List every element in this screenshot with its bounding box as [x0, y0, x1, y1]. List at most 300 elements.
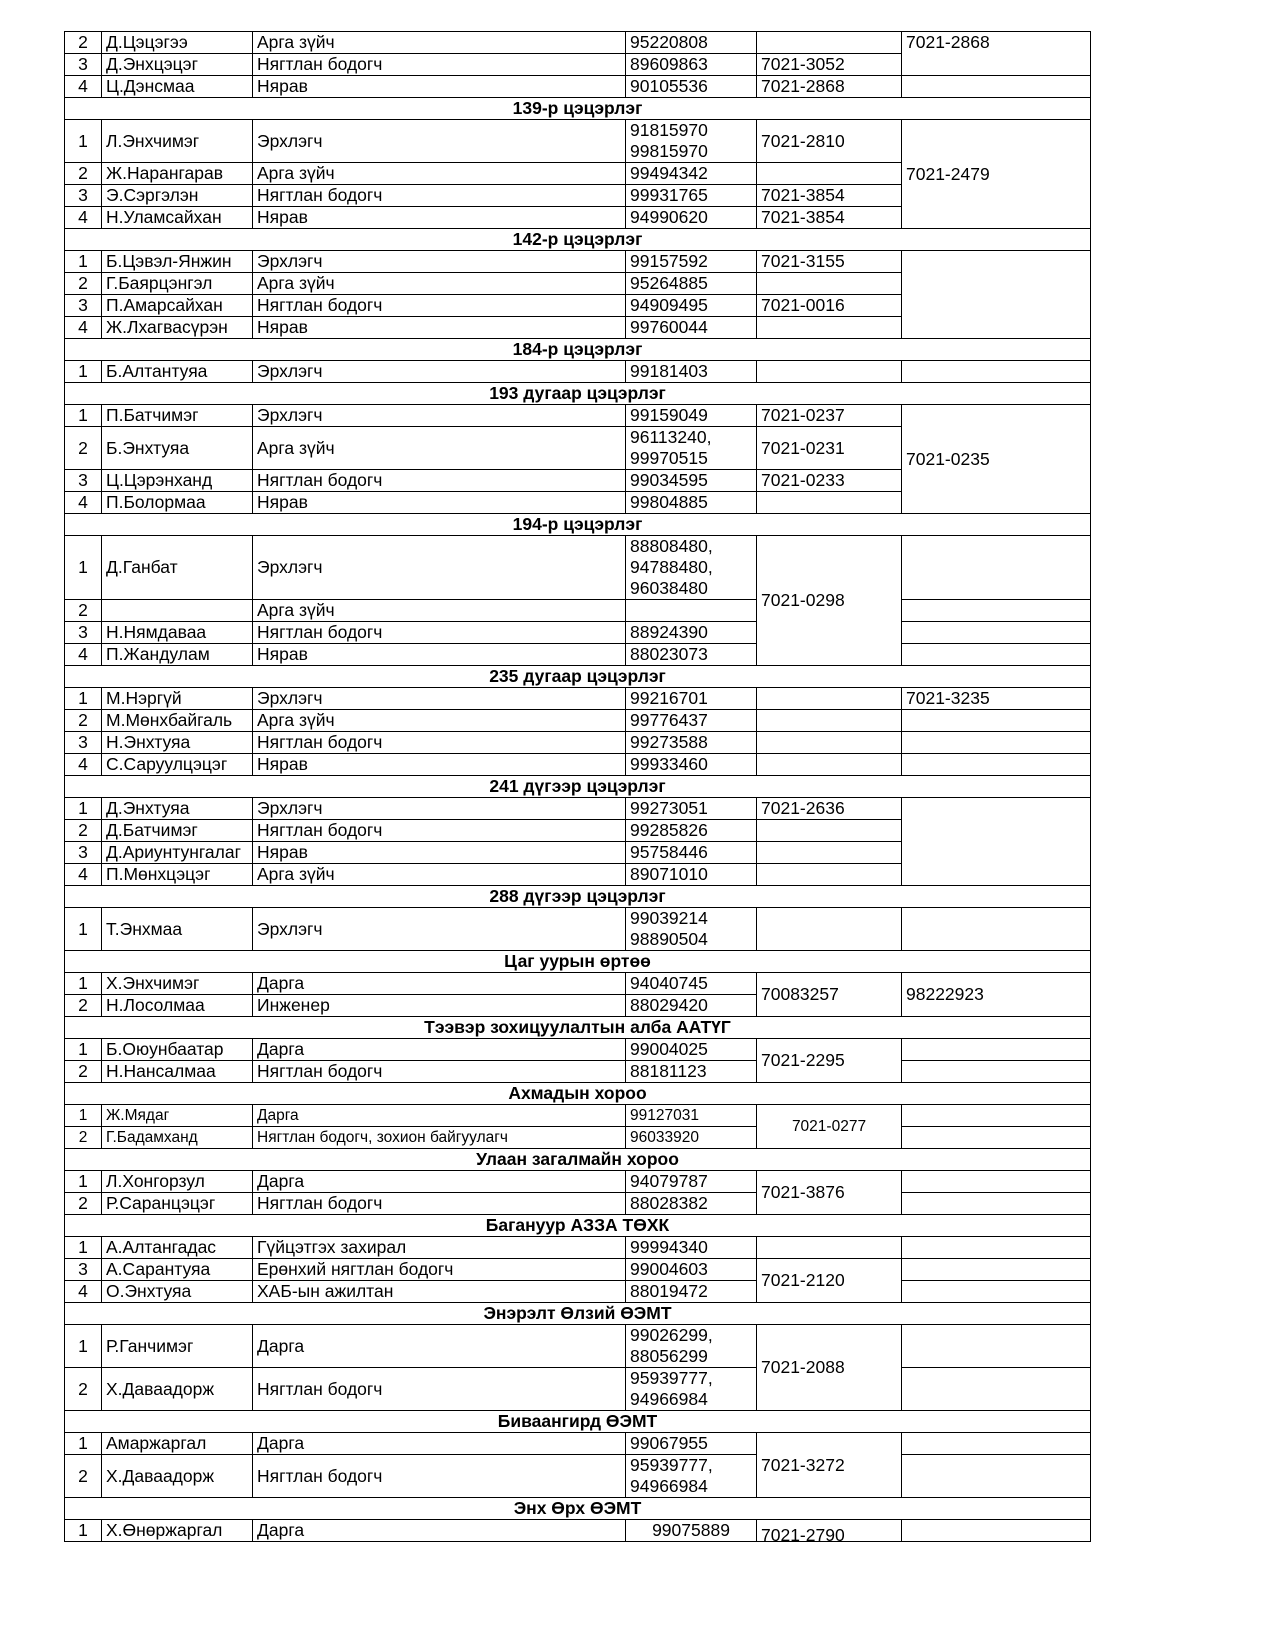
office-phone: 7021-0233 — [757, 470, 902, 492]
position: Дарга — [253, 1520, 626, 1542]
section-row — [65, 1411, 1091, 1433]
extra-phone — [902, 1259, 1091, 1281]
row-number: 2 — [65, 273, 102, 295]
office-phone — [757, 688, 902, 710]
position: Эрхлэгч — [253, 251, 626, 273]
row-number: 1 — [65, 973, 102, 995]
position: Арга зүйч — [253, 32, 626, 54]
row-number: 4 — [65, 492, 102, 514]
table-row — [65, 1368, 1091, 1411]
table-row — [65, 600, 1091, 622]
position: Нягтлан бодогч — [253, 1368, 626, 1411]
position: Инженер — [253, 995, 626, 1017]
extra-phone: 7021-2868 — [902, 32, 1091, 76]
position: Нярав — [253, 754, 626, 776]
person-name: Д.Энхтуяа — [102, 798, 253, 820]
row-number: 3 — [65, 295, 102, 317]
office-phone: 7021-3052 — [757, 54, 902, 76]
section-row — [65, 1215, 1091, 1237]
row-number: 1 — [65, 1171, 102, 1193]
section-title: 142-р цэцэрлэг — [65, 229, 1091, 251]
mobile-phone: 95220808 — [626, 32, 757, 54]
mobile-phone: 88019472 — [626, 1281, 757, 1303]
person-name: Х.Даваадорж — [102, 1368, 253, 1411]
office-phone — [757, 361, 902, 383]
office-phone: 7021-0237 — [757, 405, 902, 427]
table-row — [65, 1171, 1091, 1193]
section-row — [65, 1149, 1091, 1171]
table-row — [65, 1061, 1091, 1083]
position: Дарга — [253, 1433, 626, 1455]
person-name: Л.Энхчимэг — [102, 120, 253, 163]
table-row — [65, 361, 1091, 383]
office-phone — [757, 732, 902, 754]
office-phone: 7021-3854 — [757, 207, 902, 229]
row-number: 2 — [65, 1061, 102, 1083]
mobile-phone: 88808480, 94788480, 96038480 — [626, 536, 757, 600]
position: Нягтлан бодогч, зохион байгуулагч — [253, 1127, 626, 1149]
table-row — [65, 710, 1091, 732]
position: Нярав — [253, 76, 626, 98]
row-number: 1 — [65, 798, 102, 820]
person-name: Н.Нансалмаа — [102, 1061, 253, 1083]
position: Нягтлан бодогч — [253, 470, 626, 492]
mobile-phone: 88029420 — [626, 995, 757, 1017]
row-number: 1 — [65, 908, 102, 951]
table-row — [65, 1105, 1091, 1127]
office-phone: 7021-0298 — [757, 536, 902, 666]
mobile-phone: 99494342 — [626, 163, 757, 185]
row-number: 4 — [65, 864, 102, 886]
mobile-phone: 99933460 — [626, 754, 757, 776]
extra-phone — [902, 710, 1091, 732]
row-number: 1 — [65, 251, 102, 273]
table-row — [65, 251, 1091, 273]
section-title: Энх Өрх ӨЭМТ — [65, 1498, 1091, 1520]
office-phone: 7021-2295 — [757, 1039, 902, 1083]
person-name: Ц.Дэнсмаа — [102, 76, 253, 98]
office-phone: 7021-2636 — [757, 798, 902, 820]
mobile-phone: 96113240, 99970515 — [626, 427, 757, 470]
table-row — [65, 1325, 1091, 1368]
position: Нярав — [253, 207, 626, 229]
mobile-phone: 88023073 — [626, 644, 757, 666]
table-row — [65, 798, 1091, 820]
row-number: 4 — [65, 754, 102, 776]
person-name: Д.Ганбат — [102, 536, 253, 600]
table-row — [65, 644, 1091, 666]
office-phone — [757, 754, 902, 776]
section-title: Ахмадын хороо — [65, 1083, 1091, 1105]
mobile-phone: 99285826 — [626, 820, 757, 842]
row-number: 4 — [65, 1281, 102, 1303]
office-phone — [757, 163, 902, 185]
office-phone — [757, 710, 902, 732]
position: Нягтлан бодогч — [253, 54, 626, 76]
row-number: 2 — [65, 1455, 102, 1498]
mobile-phone: 99273588 — [626, 732, 757, 754]
position: Нягтлан бодогч — [253, 622, 626, 644]
table-row — [65, 973, 1091, 995]
section-row — [65, 514, 1091, 536]
section-title: 241 дүгээр цэцэрлэг — [65, 776, 1091, 798]
row-number: 1 — [65, 361, 102, 383]
section-title: Энэрэлт Өлзий ӨЭМТ — [65, 1303, 1091, 1325]
extra-phone — [902, 1193, 1091, 1215]
mobile-phone: 95939777, 94966984 — [626, 1368, 757, 1411]
person-name: Н.Энхтуяа — [102, 732, 253, 754]
office-phone — [757, 1237, 902, 1259]
mobile-phone: 99004025 — [626, 1039, 757, 1061]
office-phone: 7021-2088 — [757, 1325, 902, 1411]
mobile-phone: 91815970 99815970 — [626, 120, 757, 163]
position: Эрхлэгч — [253, 120, 626, 163]
table-row — [65, 1433, 1091, 1455]
person-name — [102, 600, 253, 622]
mobile-phone: 99039214 98890504 — [626, 908, 757, 951]
row-number: 1 — [65, 1325, 102, 1368]
section-title: Биваангирд ӨЭМТ — [65, 1411, 1091, 1433]
office-phone: 7021-3854 — [757, 185, 902, 207]
row-number: 1 — [65, 1237, 102, 1259]
section-title: 184-р цэцэрлэг — [65, 339, 1091, 361]
mobile-phone: 88028382 — [626, 1193, 757, 1215]
person-name: Ж.Лхагвасүрэн — [102, 317, 253, 339]
position: Дарга — [253, 973, 626, 995]
position: Нярав — [253, 644, 626, 666]
mobile-phone: 99004603 — [626, 1259, 757, 1281]
table-row — [65, 1455, 1091, 1498]
position: Нягтлан бодогч — [253, 1193, 626, 1215]
person-name: Н.Нямдаваа — [102, 622, 253, 644]
mobile-phone: 99931765 — [626, 185, 757, 207]
position: Ерөнхий нягтлан бодогч — [253, 1259, 626, 1281]
office-phone: 7021-0016 — [757, 295, 902, 317]
table-row — [65, 732, 1091, 754]
section-row — [65, 229, 1091, 251]
person-name: А.Сарантуяа — [102, 1259, 253, 1281]
row-number: 3 — [65, 470, 102, 492]
position: Эрхлэгч — [253, 798, 626, 820]
mobile-phone: 89071010 — [626, 864, 757, 886]
person-name: Р.Ганчимэг — [102, 1325, 253, 1368]
row-number: 3 — [65, 842, 102, 864]
position: Нягтлан бодогч — [253, 820, 626, 842]
section-row — [65, 1083, 1091, 1105]
row-number: 3 — [65, 1259, 102, 1281]
mobile-phone: 88924390 — [626, 622, 757, 644]
office-phone — [757, 492, 902, 514]
office-phone: 7021-2868 — [757, 76, 902, 98]
office-phone — [757, 864, 902, 886]
extra-phone — [902, 1520, 1091, 1542]
extra-phone — [902, 622, 1091, 644]
extra-phone — [902, 1281, 1091, 1303]
table-row — [65, 754, 1091, 776]
position: Арга зүйч — [253, 600, 626, 622]
section-title: 194-р цэцэрлэг — [65, 514, 1091, 536]
person-name: Б.Цэвэл-Янжин — [102, 251, 253, 273]
person-name: М.Мөнхбайгаль — [102, 710, 253, 732]
position: Нярав — [253, 492, 626, 514]
row-number: 1 — [65, 405, 102, 427]
mobile-phone: 96033920 — [626, 1127, 757, 1149]
row-number: 4 — [65, 317, 102, 339]
extra-phone — [902, 1039, 1091, 1061]
extra-phone — [902, 251, 1091, 339]
row-number: 2 — [65, 1127, 102, 1149]
position: Гүйцэтгэх захирал — [253, 1237, 626, 1259]
person-name: Ж.Нарангарав — [102, 163, 253, 185]
person-name: Ц.Цэрэнханд — [102, 470, 253, 492]
position: Нягтлан бодогч — [253, 185, 626, 207]
person-name: Х.Энхчимэг — [102, 973, 253, 995]
person-name: П.Батчимэг — [102, 405, 253, 427]
office-phone — [757, 820, 902, 842]
mobile-phone: 99273051 — [626, 798, 757, 820]
section-title: 139-р цэцэрлэг — [65, 98, 1091, 120]
extra-phone: 7021-3235 — [902, 688, 1091, 710]
position: Дарга — [253, 1325, 626, 1368]
position: Дарга — [253, 1171, 626, 1193]
extra-phone — [902, 536, 1091, 600]
row-number: 2 — [65, 32, 102, 54]
section-title: 288 дүгээр цэцэрлэг — [65, 886, 1091, 908]
office-phone — [757, 317, 902, 339]
office-phone: 7021-3272 — [757, 1433, 902, 1498]
person-name: Д.Энхцэцэг — [102, 54, 253, 76]
mobile-phone: 99216701 — [626, 688, 757, 710]
table-row — [65, 622, 1091, 644]
office-phone: 7021-0277 — [757, 1105, 902, 1149]
row-number: 2 — [65, 1368, 102, 1411]
office-phone — [757, 32, 902, 54]
office-phone: 7021-3155 — [757, 251, 902, 273]
position: Нярав — [253, 842, 626, 864]
row-number: 3 — [65, 732, 102, 754]
section-row — [65, 339, 1091, 361]
mobile-phone: 99026299, 88056299 — [626, 1325, 757, 1368]
person-name: Л.Хонгорзул — [102, 1171, 253, 1193]
person-name: Ж.Мядаг — [102, 1105, 253, 1127]
row-number: 3 — [65, 54, 102, 76]
table-row — [65, 1193, 1091, 1215]
extra-phone: 7021-2479 — [902, 120, 1091, 229]
extra-phone — [902, 1105, 1091, 1127]
mobile-phone: 99776437 — [626, 710, 757, 732]
person-name: С.Саруулцэцэг — [102, 754, 253, 776]
table-row — [65, 120, 1091, 163]
section-row — [65, 666, 1091, 688]
section-row — [65, 1303, 1091, 1325]
person-name: Д.Ариунтунгалаг — [102, 842, 253, 864]
person-name: Н.Лосолмаа — [102, 995, 253, 1017]
section-row — [65, 951, 1091, 973]
person-name: П.Болормаа — [102, 492, 253, 514]
section-title: Багануур АЗЗА ТӨХК — [65, 1215, 1091, 1237]
extra-phone: 98222923 — [902, 973, 1091, 1017]
person-name: Б.Оюунбаатар — [102, 1039, 253, 1061]
row-number: 1 — [65, 536, 102, 600]
position: Арга зүйч — [253, 864, 626, 886]
row-number: 2 — [65, 710, 102, 732]
extra-phone — [902, 1127, 1091, 1149]
office-phone — [757, 273, 902, 295]
section-row — [65, 886, 1091, 908]
section-row — [65, 98, 1091, 120]
mobile-phone: 99159049 — [626, 405, 757, 427]
position: Нягтлан бодогч — [253, 732, 626, 754]
person-name: П.Мөнхцэцэг — [102, 864, 253, 886]
mobile-phone: 99034595 — [626, 470, 757, 492]
table-row — [65, 76, 1091, 98]
mobile-phone — [626, 600, 757, 622]
mobile-phone: 94990620 — [626, 207, 757, 229]
row-number: 3 — [65, 185, 102, 207]
mobile-phone: 99760044 — [626, 317, 757, 339]
person-name: Б.Энхтуяа — [102, 427, 253, 470]
row-number: 2 — [65, 600, 102, 622]
position: Арга зүйч — [253, 273, 626, 295]
person-name: Амаржаргал — [102, 1433, 253, 1455]
person-name: А.Алтангадас — [102, 1237, 253, 1259]
extra-phone — [902, 1368, 1091, 1411]
table-row — [65, 1259, 1091, 1281]
row-number: 3 — [65, 622, 102, 644]
mobile-phone: 94040745 — [626, 973, 757, 995]
section-title: Цаг уурын өртөө — [65, 951, 1091, 973]
mobile-phone: 89609863 — [626, 54, 757, 76]
row-number: 4 — [65, 644, 102, 666]
row-number: 2 — [65, 1193, 102, 1215]
row-number: 2 — [65, 820, 102, 842]
person-name: Д.Батчимэг — [102, 820, 253, 842]
extra-phone — [902, 1455, 1091, 1498]
position: ХАБ-ын ажилтан — [253, 1281, 626, 1303]
extra-phone — [902, 644, 1091, 666]
extra-phone — [902, 1237, 1091, 1259]
row-number: 2 — [65, 163, 102, 185]
person-name: О.Энхтуяа — [102, 1281, 253, 1303]
row-number: 4 — [65, 76, 102, 98]
extra-phone — [902, 1433, 1091, 1455]
position: Нягтлан бодогч — [253, 1061, 626, 1083]
table-row — [65, 1237, 1091, 1259]
table-row — [65, 1281, 1091, 1303]
person-name: Х.Даваадорж — [102, 1455, 253, 1498]
section-title: 235 дугаар цэцэрлэг — [65, 666, 1091, 688]
person-name: Н.Уламсайхан — [102, 207, 253, 229]
table-row — [65, 1039, 1091, 1061]
section-row — [65, 383, 1091, 405]
person-name: Э.Сэргэлэн — [102, 185, 253, 207]
row-number: 1 — [65, 120, 102, 163]
section-title: 193 дугаар цэцэрлэг — [65, 383, 1091, 405]
extra-phone — [902, 361, 1091, 383]
position: Эрхлэгч — [253, 361, 626, 383]
position: Арга зүйч — [253, 710, 626, 732]
person-name: Б.Алтантуяа — [102, 361, 253, 383]
extra-phone — [902, 732, 1091, 754]
section-row — [65, 776, 1091, 798]
position: Дарга — [253, 1039, 626, 1061]
extra-phone — [902, 1171, 1091, 1193]
position: Эрхлэгч — [253, 536, 626, 600]
person-name: Д.Цэцэгээ — [102, 32, 253, 54]
mobile-phone: 99804885 — [626, 492, 757, 514]
person-name: М.Нэргүй — [102, 688, 253, 710]
extra-phone — [902, 754, 1091, 776]
row-number: 2 — [65, 995, 102, 1017]
person-name: Г.Бадамханд — [102, 1127, 253, 1149]
office-phone: 70083257 — [757, 973, 902, 1017]
mobile-phone: 99075889 — [626, 1520, 757, 1542]
row-number: 2 — [65, 427, 102, 470]
office-phone — [757, 908, 902, 951]
row-number: 1 — [65, 1105, 102, 1127]
office-phone: 7021-0231 — [757, 427, 902, 470]
section-row — [65, 1498, 1091, 1520]
office-phone: 7021-2810 — [757, 120, 902, 163]
office-phone: 7021-2120 — [757, 1259, 902, 1303]
position: Арга зүйч — [253, 163, 626, 185]
extra-phone — [902, 600, 1091, 622]
person-name: Х.Өнөржаргал — [102, 1520, 253, 1542]
mobile-phone: 99181403 — [626, 361, 757, 383]
position: Нягтлан бодогч — [253, 1455, 626, 1498]
row-number: 1 — [65, 1433, 102, 1455]
table-row — [65, 536, 1091, 600]
person-name: Г.Баярцэнгэл — [102, 273, 253, 295]
position: Нярав — [253, 317, 626, 339]
mobile-phone: 95939777, 94966984 — [626, 1455, 757, 1498]
extra-phone — [902, 908, 1091, 951]
person-name: П.Жандулам — [102, 644, 253, 666]
mobile-phone: 88181123 — [626, 1061, 757, 1083]
person-name: Р.Саранцэцэг — [102, 1193, 253, 1215]
extra-phone — [902, 1061, 1091, 1083]
position: Эрхлэгч — [253, 688, 626, 710]
mobile-phone: 99127031 — [626, 1105, 757, 1127]
position: Эрхлэгч — [253, 908, 626, 951]
section-row — [65, 1017, 1091, 1039]
person-name: П.Амарсайхан — [102, 295, 253, 317]
mobile-phone: 90105536 — [626, 76, 757, 98]
person-name: Т.Энхмаа — [102, 908, 253, 951]
row-number: 4 — [65, 207, 102, 229]
office-phone — [757, 842, 902, 864]
mobile-phone: 94079787 — [626, 1171, 757, 1193]
row-number: 1 — [65, 688, 102, 710]
position: Нягтлан бодогч — [253, 295, 626, 317]
table-row — [65, 405, 1091, 427]
section-title: Улаан загалмайн хороо — [65, 1149, 1091, 1171]
position: Дарга — [253, 1105, 626, 1127]
table-row — [65, 688, 1091, 710]
office-phone: 7021-3876 — [757, 1171, 902, 1215]
row-number: 1 — [65, 1039, 102, 1061]
position: Арга зүйч — [253, 427, 626, 470]
table-row — [65, 1127, 1091, 1149]
extra-phone — [902, 798, 1091, 886]
extra-phone — [902, 1325, 1091, 1368]
mobile-phone: 99067955 — [626, 1433, 757, 1455]
position: Эрхлэгч — [253, 405, 626, 427]
mobile-phone: 95758446 — [626, 842, 757, 864]
mobile-phone: 94909495 — [626, 295, 757, 317]
mobile-phone: 95264885 — [626, 273, 757, 295]
table-row — [65, 32, 1091, 54]
